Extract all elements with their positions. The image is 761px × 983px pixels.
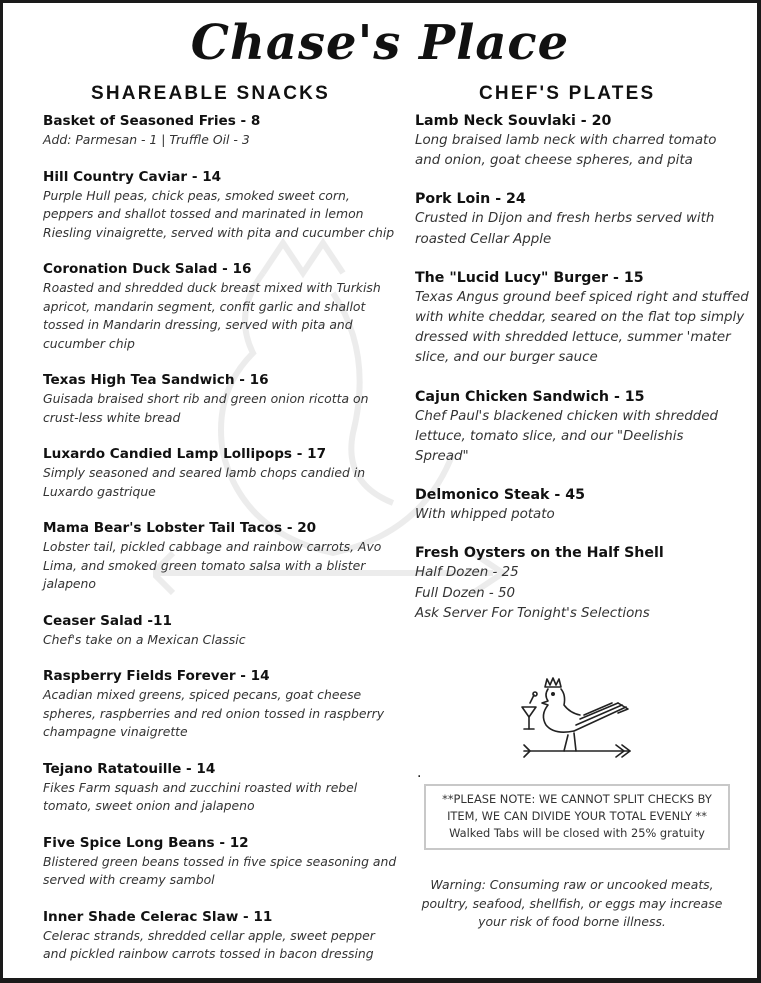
menu-item-name: Tejano Ratatouille - 14 xyxy=(43,760,216,777)
notice-line: **PLEASE NOTE: WE CANNOT SPLIT CHECKS BY xyxy=(442,792,712,806)
menu-item-name: Raspberry Fields Forever - 14 xyxy=(43,668,270,684)
menu-item-name: Delmonico Steak - 45 xyxy=(415,487,585,504)
menu-item-name: Basket of Seasoned Fries - 8 xyxy=(43,113,261,129)
menu-item-name: Texas High Tea Sandwich - 16 xyxy=(43,372,269,388)
menu-item xyxy=(43,833,403,890)
menu-item-description: Half Dozen - 25 Full Dozen - 50 Ask Server For Tonight's Selections xyxy=(415,565,650,621)
menu-item-description: Blistered green beans tossed in five spice seasoning and served with creamy sambol xyxy=(43,853,397,887)
section-heading-chefs-plates: CHEF'S PLATES xyxy=(479,83,656,104)
menu-item xyxy=(415,189,757,249)
menu-page xyxy=(3,3,757,978)
menu-item xyxy=(43,611,403,650)
menu-item-name: Fresh Oysters on the Half Shell xyxy=(415,545,664,562)
menu-item-name: Pork Loin - 24 xyxy=(415,191,526,208)
menu-item-name: Luxardo Candied Lamp Lollipops - 17 xyxy=(43,446,327,462)
menu-item xyxy=(43,259,403,353)
chefs-plates-list xyxy=(415,111,757,624)
menu-item-description: Simply seasoned and seared lamb chops candied in Luxardo gastrique xyxy=(43,465,366,499)
notice-line: ITEM, WE CAN DIVIDE YOUR TOTAL EVENLY ** xyxy=(447,809,707,823)
warning-line: Warning: Consuming raw or uncooked meats, xyxy=(430,877,714,892)
menu-item-description: Celerac strands, shredded cellar apple, sweet pepper and pickled rainbow carrots tossed in bacon dressing xyxy=(43,927,375,961)
menu-item xyxy=(43,907,403,964)
menu-item xyxy=(43,167,403,243)
menu-item-description: Texas Angus ground beef spiced right and stuffed with white cheddar, seared on the flat top simply dressed with shredded lettuce, summer 'mater slice, and our burger sauce xyxy=(415,289,749,366)
menu-item xyxy=(415,387,757,468)
rooster-with-cocktail-and-arrow-icon xyxy=(518,673,643,763)
menu-item xyxy=(415,485,757,525)
menu-item-name: Lamb Neck Souvlaki - 20 xyxy=(415,113,612,129)
menu-item xyxy=(415,111,757,171)
warning-line: poultry, seafood, shellfish, or eggs may increase xyxy=(421,895,723,911)
menu-item-description: With whipped potato xyxy=(415,507,555,523)
menu-item xyxy=(415,543,757,624)
notice-line: Walked Tabs will be closed with 25% gratuity xyxy=(449,826,705,840)
menu-item-description: Lobster tail, pickled cabbage and rainbow carrots, Avo Lima, and smoked green tomato salsa with a blister jalapeno xyxy=(43,539,382,591)
menu-item-name: Mama Bear's Lobster Tail Tacos - 20 xyxy=(43,520,317,536)
menu-item-description: Guisada braised short rib and green onion ricotta on crust-less white bread xyxy=(43,391,369,425)
menu-item-name: Ceaser Salad -11 xyxy=(43,612,172,629)
shareable-snacks-list xyxy=(43,111,403,964)
split-check-notice xyxy=(424,784,730,850)
stray-dot: . xyxy=(417,765,422,781)
menu-item-description: Fikes Farm squash and zucchini roasted with rebel tomato, sweet onion and jalapeno xyxy=(43,779,358,813)
menu-item xyxy=(415,268,757,369)
menu-item-name: Hill Country Caviar - 14 xyxy=(43,168,222,185)
menu-item xyxy=(43,111,403,150)
warning-line: your risk of food borne illness. xyxy=(478,914,666,929)
menu-item xyxy=(43,666,403,742)
menu-item-description: Add: Parmesan - 1 | Truffle Oil - 3 xyxy=(43,132,250,147)
menu-item-description: Chef Paul's blackened chicken with shredded lettuce, tomato slice, and our "Deelishis Spread" xyxy=(415,408,718,465)
menu-item-name: Cajun Chicken Sandwich - 15 xyxy=(415,388,645,405)
menu-item-description: Roasted and shredded duck breast mixed with Turkish apricot, mandarin segment, confit garlic and shallot tossed in Mandarin dressing, served with pita and cucumber chip xyxy=(43,280,381,351)
menu-item-description: Crusted in Dijon and fresh herbs served with roasted Cellar Apple xyxy=(415,211,715,247)
restaurant-title: Chase's Place xyxy=(190,15,570,71)
consumption-warning xyxy=(411,876,733,932)
menu-item xyxy=(43,370,403,427)
menu-item-name: The "Lucid Lucy" Burger - 15 xyxy=(415,269,644,286)
menu-item-name: Coronation Duck Salad - 16 xyxy=(43,261,252,277)
menu-item-name: Inner Shade Celerac Slaw - 11 xyxy=(43,908,273,925)
menu-item xyxy=(43,759,403,816)
menu-item xyxy=(43,518,403,594)
menu-item xyxy=(43,444,403,501)
menu-item-description: Long braised lamb neck with charred tomato and onion, goat cheese spheres, and pita xyxy=(415,133,717,169)
menu-item-name: Five Spice Long Beans - 12 xyxy=(43,834,249,851)
menu-item-description: Chef's take on a Mexican Classic xyxy=(43,631,246,647)
menu-item-description: Purple Hull peas, chick peas, smoked sweet corn, peppers and shallot tossed and marinated in lemon Riesling vinaigrette, served with pita and cucumber chip xyxy=(43,187,395,240)
section-heading-shareable-snacks: SHAREABLE SNACKS xyxy=(91,83,330,104)
menu-item-description: Acadian mixed greens, spiced pecans, goat cheese spheres, raspberries and red onion tossed in raspberry champagne vinaigrette xyxy=(43,687,385,739)
